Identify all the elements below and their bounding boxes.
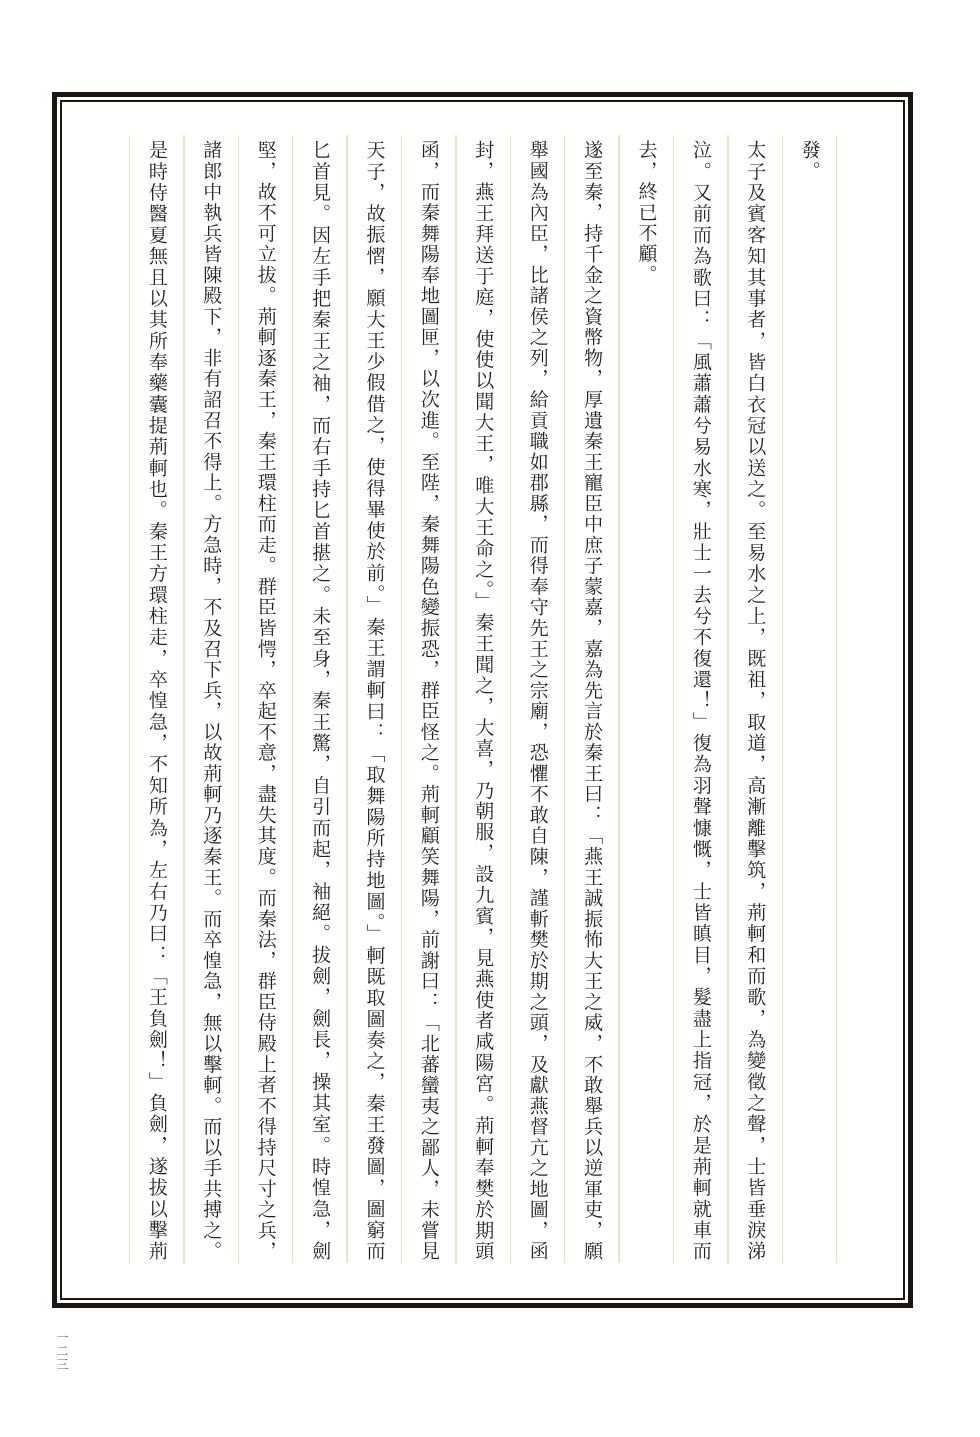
text-column-2: 太子及賓客知其事者，皆白衣冠以送之。至易水之上，既祖，取道，高漸離擊筑，荊軻和而歌，為變徵之聲，士皆垂淚涕 (744, 140, 767, 1260)
text-column-7: 封，燕王拜送于庭，使使以聞大王，唯大王命之。」秦王聞之，大喜，乃朝服，設九賓，見燕使者咸陽宮。荊軻奉樊於期頭 (472, 140, 495, 1260)
text-column-11: 堅，故不可立拔。荊軻逐秦王，秦王環柱而走。群臣皆愕，卒起不意，盡失其度。而秦法，群臣侍殿上者不得持尺寸之兵， (254, 140, 277, 1260)
text-column-5: 遂至秦，持千金之資幣物，厚遺秦王寵臣中庶子蒙嘉，嘉為先言於秦王曰：「燕王誠振怖大王之威，不敢舉兵以逆軍吏，願 (581, 140, 604, 1260)
text-column-8: 函，而秦舞陽奉地圖匣，以次進。至陛，秦舞陽色變振恐，群臣怪之。荊軻顧笑舞陽，前謝曰：「北蕃蠻夷之鄙人，未嘗見 (417, 140, 440, 1260)
text-column-12: 諸郎中執兵皆陳殿下，非有詔召不得上。方急時，不及召下兵，以故荊軻乃逐秦王。而卒惶急，無以擊軻。而以手共搏之。 (200, 140, 223, 1260)
text-column-13: 是時侍醫夏無且以其所奉藥囊提荊軻也。秦王方環柱走，卒惶急，不知所為，左右乃曰：「王負劍！」負劍，遂拔以擊荊 (145, 140, 168, 1260)
page-number: 一二三 (55, 1331, 69, 1372)
text-column-4: 去，終已不顧。 (635, 140, 658, 285)
text-column-10: 匕首見。因左手把秦王之袖，而右手持匕首揕之。未至身，秦王驚，自引而起，袖絕。拔劍，劍長，操其室。時惶急，劍 (309, 140, 332, 1260)
text-column-9: 天子，故振慴，願大王少假借之，使得畢使於前。」秦王謂軻曰：「取舞陽所持地圖。」軻既取圖奏之，秦王發圖，圖窮而 (363, 140, 386, 1260)
text-column-6: 舉國為內臣，比諸侯之列，給貢職如郡縣，而得奉守先王之宗廟，恐懼不敢自陳，謹斬樊於期之頭，及獻燕督亢之地圖，函 (526, 140, 549, 1260)
text-column-1: 發。 (798, 140, 821, 182)
text-column-3: 泣。又前而為歌曰：「風蕭蕭兮易水寒，壯士一去兮不復還！」復為羽聲慷慨，士皆瞋目，髮盡上指冠，於是荊軻就車而 (689, 140, 712, 1260)
